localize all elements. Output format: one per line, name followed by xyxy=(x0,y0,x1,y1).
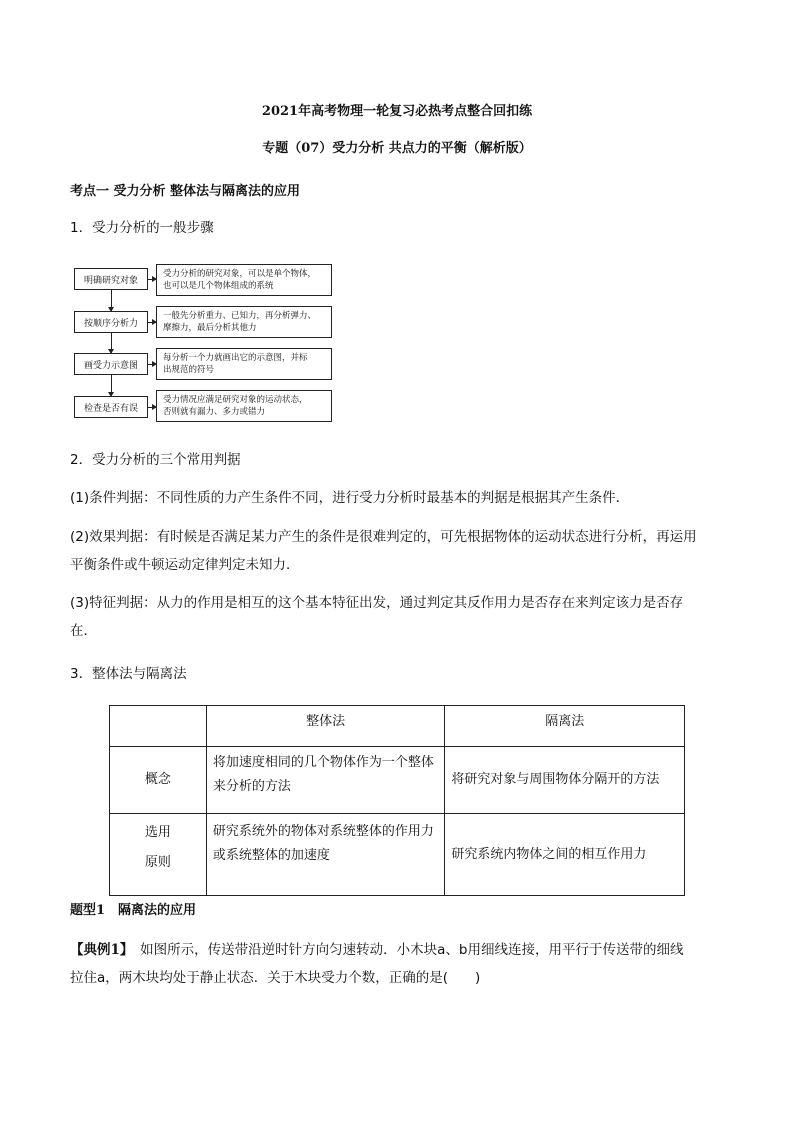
flow-step-3: 画受力示意图 xyxy=(74,353,148,375)
item-2-heading: 2．受力分析的三个常用判据 xyxy=(70,452,241,468)
table-row xyxy=(110,706,685,747)
example-1: 【典例1】 如图所示，传送带沿逆时针方向匀速转动．小木块a、b用细线连接，用平行于传送带的细线 拉住a，两木块均处于静止状态．关于木块受力个数，正确的是( ) xyxy=(70,942,684,986)
table-cell: 研究系统外的物体对系统整体的作用力或系统整体的加速度 xyxy=(206,814,445,896)
table-header-cell: 整体法 xyxy=(206,706,445,747)
flow-desc-4: 受力情况应满足研究对象的运动状态， 否则就有漏力、多力或错力 xyxy=(156,390,332,422)
flow-arrow xyxy=(148,364,156,365)
flow-arrow xyxy=(111,375,112,396)
flow-arrow xyxy=(148,407,156,408)
table-row xyxy=(110,747,685,814)
table-row-header: 概念 xyxy=(110,747,207,814)
flow-arrow xyxy=(148,322,156,323)
comparison-table xyxy=(109,705,685,896)
table-cell: 将研究对象与周围物体分隔开的方法 xyxy=(445,747,685,814)
document-subtitle: 专题（07）受力分析 共点力的平衡（解析版） xyxy=(262,141,532,156)
flow-desc-2: 一般先分析重力、已知力，再分析弹力、 摩擦力，最后分析其他力 xyxy=(156,306,332,338)
table-corner-cell xyxy=(110,706,207,747)
criterion-3: (3)特征判据：从力的作用是相互的这个基本特征出发，通过判定其反作用力是否存在来判定该力是否存 在． xyxy=(70,595,684,639)
flow-step-1: 明确研究对象 xyxy=(74,268,148,290)
document-title: 2021年高考物理一轮复习必热考点整合回扣练 xyxy=(261,104,533,119)
question-type-heading: 题型1 隔离法的应用 xyxy=(70,903,197,918)
table-row xyxy=(110,814,685,896)
table-cell: 研究系统内物体之间的相互作用力 xyxy=(445,814,685,896)
item-1-heading: 1．受力分析的一般步骤 xyxy=(70,220,214,236)
item-3-heading: 3．整体法与隔离法 xyxy=(70,666,187,682)
flow-desc-3: 每分析一个力就画出它的示意图，并标 出规范的符号 xyxy=(156,348,332,380)
flow-arrow xyxy=(148,279,156,280)
flow-step-2: 按顺序分析力 xyxy=(74,311,148,333)
flow-desc-1: 受力分析的研究对象，可以是单个物体， 也可以是几个物体组成的系统 xyxy=(156,264,332,296)
criterion-1: (1)条件判据：不同性质的力产生条件不同，进行受力分析时最基本的判据是根据其产生条件． xyxy=(70,490,630,506)
example-tag: 【典例1】 xyxy=(70,942,127,958)
table-header-cell: 隔离法 xyxy=(445,706,685,747)
flow-step-4: 检查是否有误 xyxy=(74,396,148,418)
flow-arrow xyxy=(111,290,112,311)
table-row-header: 选用 原则 xyxy=(110,814,207,896)
flow-arrow xyxy=(111,333,112,353)
table-cell: 将加速度相同的几个物体作为一个整体来分析的方法 xyxy=(206,747,445,814)
section-heading: 考点一 受力分析 整体法与隔离法的应用 xyxy=(70,184,301,199)
criterion-2: (2)效果判据：有时候是否满足某力产生的条件是很难判定的，可先根据物体的运动状态进行分析，再运用 平衡条件或牛顿运动定律判定未知力． xyxy=(70,529,697,573)
